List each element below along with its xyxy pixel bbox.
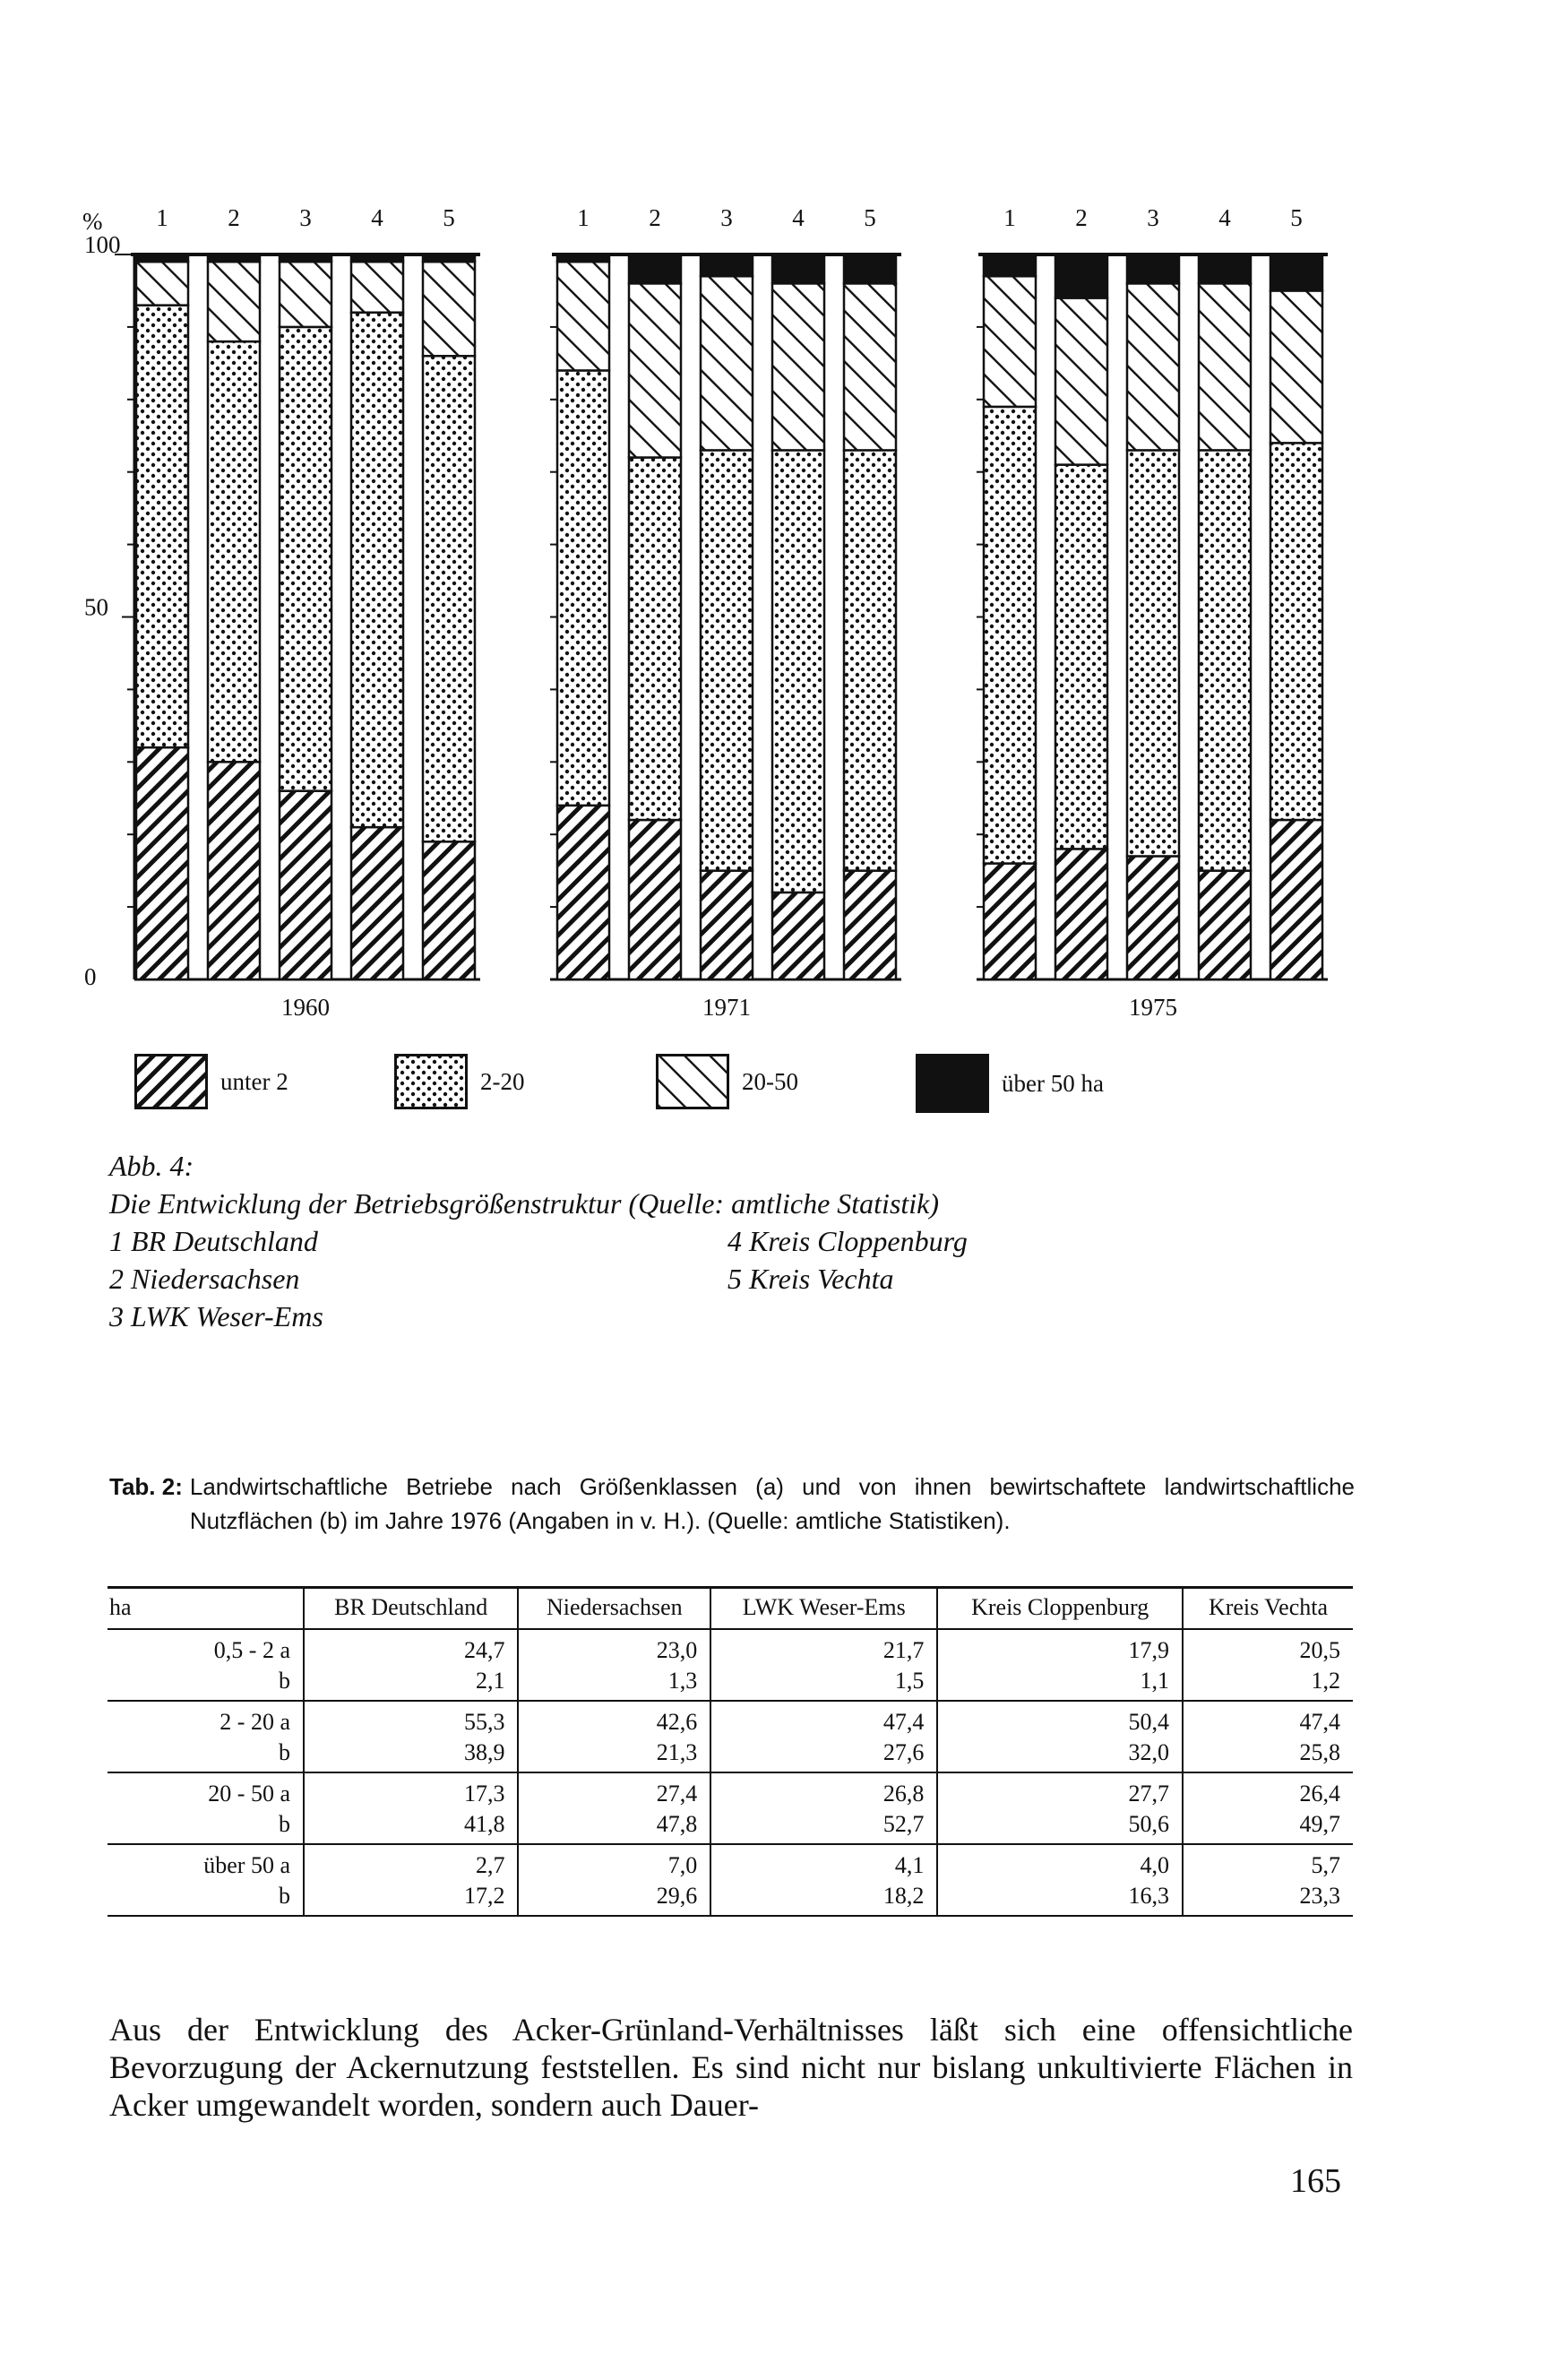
table-cell: 25,8	[1183, 1738, 1353, 1772]
legend-label: 20-50	[742, 1067, 798, 1095]
legend-label: unter 2	[220, 1067, 288, 1095]
row-label: 2 - 20 a	[220, 1709, 290, 1735]
bar-segment-2-20	[351, 313, 403, 827]
y-axis-unit: %	[82, 208, 103, 235]
table-cell: 17,3	[304, 1772, 518, 1809]
table-cell: 17,9	[937, 1629, 1183, 1666]
bar-segment-ueber-50	[1055, 254, 1107, 298]
table-cell: 18,2	[710, 1881, 937, 1916]
table-cell: 49,7	[1183, 1809, 1353, 1844]
table-cell: 55,3	[304, 1701, 518, 1738]
table-id: Tab. 2:	[109, 1473, 183, 1500]
bar-segment-ueber-50	[1199, 254, 1251, 283]
bar-segment-ueber-50	[423, 254, 475, 262]
bar-segment-2-20	[772, 450, 824, 892]
table-body	[108, 1629, 1353, 1916]
table-row	[108, 1666, 1353, 1701]
table-cell: 21,3	[518, 1738, 710, 1772]
bar-segment-20-50	[984, 276, 1036, 407]
bar-segment-20-50	[772, 283, 824, 450]
table-cell: 1,5	[710, 1666, 937, 1701]
legend-item-20-50	[656, 1054, 798, 1109]
bar-segment-20-50	[701, 276, 753, 450]
category-label: 3	[1147, 204, 1159, 231]
stacked-bar-chart	[0, 0, 1541, 1039]
bar-segment-unter-2	[701, 871, 753, 979]
bar-segment-20-50	[1270, 290, 1322, 443]
figure-caption-item: 2 Niedersachsen	[109, 1263, 300, 1295]
bar-segment-ueber-50	[280, 254, 331, 262]
bar-segment-ueber-50	[844, 254, 896, 283]
bar-segment-20-50	[280, 262, 331, 327]
bar-segment-2-20	[280, 327, 331, 791]
table-cell: 47,4	[1183, 1701, 1353, 1738]
legend-swatch-diagonal-sparse	[656, 1054, 729, 1109]
bar-segment-unter-2	[984, 864, 1036, 979]
table-cell: 1,3	[518, 1666, 710, 1701]
y-tick-label: 100	[84, 231, 121, 258]
bar-segment-20-50	[208, 262, 260, 341]
bar-segment-ueber-50	[772, 254, 824, 283]
y-tick-label: 50	[84, 593, 108, 621]
table-cell: 27,7	[937, 1772, 1183, 1809]
table-row	[108, 1701, 1353, 1738]
bar-segment-2-20	[1055, 465, 1107, 849]
data-table	[108, 1586, 1353, 1917]
bar-segment-2-20	[629, 458, 681, 821]
bar-segment-20-50	[557, 262, 609, 370]
category-label: 5	[443, 204, 455, 231]
table-header: Kreis Vechta	[1183, 1588, 1353, 1630]
bar-segment-unter-2	[136, 747, 188, 979]
table-cell: 4,0	[937, 1844, 1183, 1881]
bar-segment-unter-2	[1199, 871, 1251, 979]
bar-segment-unter-2	[1270, 820, 1322, 979]
group-year-label: 1975	[1129, 994, 1177, 1021]
row-label: b	[108, 1881, 304, 1916]
bar-segment-20-50	[351, 262, 403, 313]
bar-segment-unter-2	[280, 791, 331, 979]
category-label: 1	[1003, 204, 1016, 231]
table-cell: 52,7	[710, 1809, 937, 1844]
bar-segment-20-50	[844, 283, 896, 450]
table-row	[108, 1844, 1353, 1881]
category-label: 1	[577, 204, 590, 231]
table-header: Kreis Cloppenburg	[937, 1588, 1183, 1630]
table-cell: 5,7	[1183, 1844, 1353, 1881]
y-tick-label: 0	[84, 963, 97, 990]
table-cell: 20,5	[1183, 1629, 1353, 1666]
table-cell: 1,1	[937, 1666, 1183, 1701]
row-label: b	[108, 1666, 304, 1701]
category-label: 1	[156, 204, 168, 231]
bar-segment-ueber-50	[1270, 254, 1322, 290]
bar-segment-ueber-50	[701, 254, 753, 276]
bar-segment-ueber-50	[208, 254, 260, 262]
category-label: 4	[1218, 204, 1231, 231]
table-header-ha: ha	[108, 1588, 304, 1630]
bar-segment-20-50	[1199, 283, 1251, 450]
legend-swatch-dots	[394, 1054, 468, 1109]
bar-segment-ueber-50	[136, 254, 188, 262]
chart-labels	[82, 204, 1303, 1021]
row-label: b	[108, 1738, 304, 1772]
table-cell: 32,0	[937, 1738, 1183, 1772]
body-paragraph: Aus der Entwicklung des Acker-Grünland-Verhältnisses läßt sich eine offensichtliche Bevorzugung der Ackernutzung feststellen. Es sind nicht nur bislang unkultivierte Flächen in Acker umgewandelt worden, sondern auch Dauer-	[109, 2012, 1353, 2123]
table-cell: 7,0	[518, 1844, 710, 1881]
category-label: 5	[1290, 204, 1303, 231]
table-cell: 47,4	[710, 1701, 937, 1738]
bar-segment-unter-2	[1127, 856, 1179, 979]
category-label: 2	[1075, 204, 1088, 231]
table-caption-text: Landwirtschaftliche Betriebe nach Größenklassen (a) und von ihnen bewirtschaftete landwirtschaftliche Nutzflächen (b) im Jahre 1976 (Angaben in v. H.). (Quelle: amtliche Statistiken).	[189, 1473, 1355, 1534]
table-cell: 50,6	[937, 1809, 1183, 1844]
group-year-label: 1971	[702, 994, 751, 1021]
bar-segment-unter-2	[629, 820, 681, 979]
table-cell: 50,4	[937, 1701, 1183, 1738]
group-year-label: 1960	[281, 994, 330, 1021]
bar-segment-20-50	[1055, 298, 1107, 465]
table-header: Niedersachsen	[518, 1588, 710, 1630]
bar-segment-20-50	[423, 262, 475, 356]
category-label: 2	[649, 204, 661, 231]
bar-segment-unter-2	[423, 841, 475, 979]
table-cell: 27,6	[710, 1738, 937, 1772]
legend-item-2-20	[394, 1054, 525, 1109]
figure-caption-item: 5 Kreis Vechta	[727, 1263, 894, 1295]
table-cell: 4,1	[710, 1844, 937, 1881]
table-cell: 26,4	[1183, 1772, 1353, 1809]
category-label: 4	[792, 204, 805, 231]
figure-caption-item: 1 BR Deutschland	[109, 1225, 318, 1257]
table-row	[108, 1629, 1353, 1666]
table-cell: 38,9	[304, 1738, 518, 1772]
bar-segment-ueber-50	[351, 254, 403, 262]
bar-segment-2-20	[557, 370, 609, 805]
table-cell: 16,3	[937, 1881, 1183, 1916]
bar-segment-2-20	[1127, 450, 1179, 856]
bar-segment-unter-2	[351, 827, 403, 979]
bar-segment-ueber-50	[629, 254, 681, 283]
table-cell: 2,1	[304, 1666, 518, 1701]
bar-segment-ueber-50	[1127, 254, 1179, 283]
table-row	[108, 1738, 1353, 1772]
row-label: 0,5 - 2 a	[213, 1637, 290, 1663]
table-row	[108, 1881, 1353, 1916]
table-cell: 26,8	[710, 1772, 937, 1809]
bar-segment-2-20	[1270, 443, 1322, 820]
table-cell: 21,7	[710, 1629, 937, 1666]
bar-segment-ueber-50	[557, 254, 609, 262]
bar-segment-unter-2	[557, 806, 609, 979]
table-cell: 17,2	[304, 1881, 518, 1916]
bar-segment-2-20	[844, 450, 896, 870]
table-caption	[109, 1470, 1355, 1538]
figure-caption	[109, 1147, 968, 1335]
legend-swatch-diagonal-dense	[134, 1054, 208, 1109]
bar-segment-2-20	[423, 356, 475, 841]
page-number: 165	[1290, 2162, 1341, 2200]
table-header-row	[108, 1588, 1353, 1630]
table-header: LWK Weser-Ems	[710, 1588, 937, 1630]
figure-caption-item: 3 LWK Weser-Ems	[109, 1300, 323, 1332]
legend-item-unter-2	[134, 1054, 288, 1109]
table-cell: 27,4	[518, 1772, 710, 1809]
bar-segment-2-20	[136, 306, 188, 747]
legend-swatch-solid	[916, 1054, 989, 1113]
table-cell: 2,7	[304, 1844, 518, 1881]
bar-segment-20-50	[629, 283, 681, 457]
legend-item-ueber-50	[916, 1054, 1104, 1113]
bar-segment-unter-2	[844, 871, 896, 979]
bar-segment-20-50	[1127, 283, 1179, 450]
bar-segment-unter-2	[772, 892, 824, 979]
bar-segment-2-20	[701, 450, 753, 870]
bar-segment-20-50	[136, 262, 188, 306]
table-cell: 23,3	[1183, 1881, 1353, 1916]
table-cell: 24,7	[304, 1629, 518, 1666]
category-label: 3	[720, 204, 733, 231]
figure-caption-item: 4 Kreis Cloppenburg	[727, 1225, 968, 1257]
bar-segment-2-20	[208, 341, 260, 762]
row-label: b	[108, 1809, 304, 1844]
bar-segment-2-20	[1199, 450, 1251, 870]
bar-segment-unter-2	[208, 762, 260, 979]
table-cell: 29,6	[518, 1881, 710, 1916]
legend-label: über 50 ha	[1002, 1069, 1104, 1097]
table-header: BR Deutschland	[304, 1588, 518, 1630]
category-label: 2	[228, 204, 240, 231]
bar-segment-ueber-50	[984, 254, 1036, 276]
bar-segment-2-20	[984, 407, 1036, 864]
figure-caption-line: Die Entwicklung der Betriebsgrößenstruktur (Quelle: amtliche Statistik)	[109, 1187, 940, 1220]
category-label: 5	[864, 204, 876, 231]
table-row	[108, 1809, 1353, 1844]
table-row	[108, 1772, 1353, 1809]
category-label: 4	[371, 204, 383, 231]
row-label: 20 - 50 a	[208, 1781, 290, 1807]
table-cell: 23,0	[518, 1629, 710, 1666]
figure-caption-title: Abb. 4:	[109, 1150, 194, 1182]
bars	[136, 254, 1322, 979]
table-cell: 42,6	[518, 1701, 710, 1738]
row-label: über 50 a	[203, 1852, 290, 1878]
bar-segment-unter-2	[1055, 849, 1107, 979]
table-cell: 47,8	[518, 1809, 710, 1844]
table-cell: 1,2	[1183, 1666, 1353, 1701]
legend-label: 2-20	[480, 1067, 525, 1095]
table-cell: 41,8	[304, 1809, 518, 1844]
category-label: 3	[299, 204, 312, 231]
